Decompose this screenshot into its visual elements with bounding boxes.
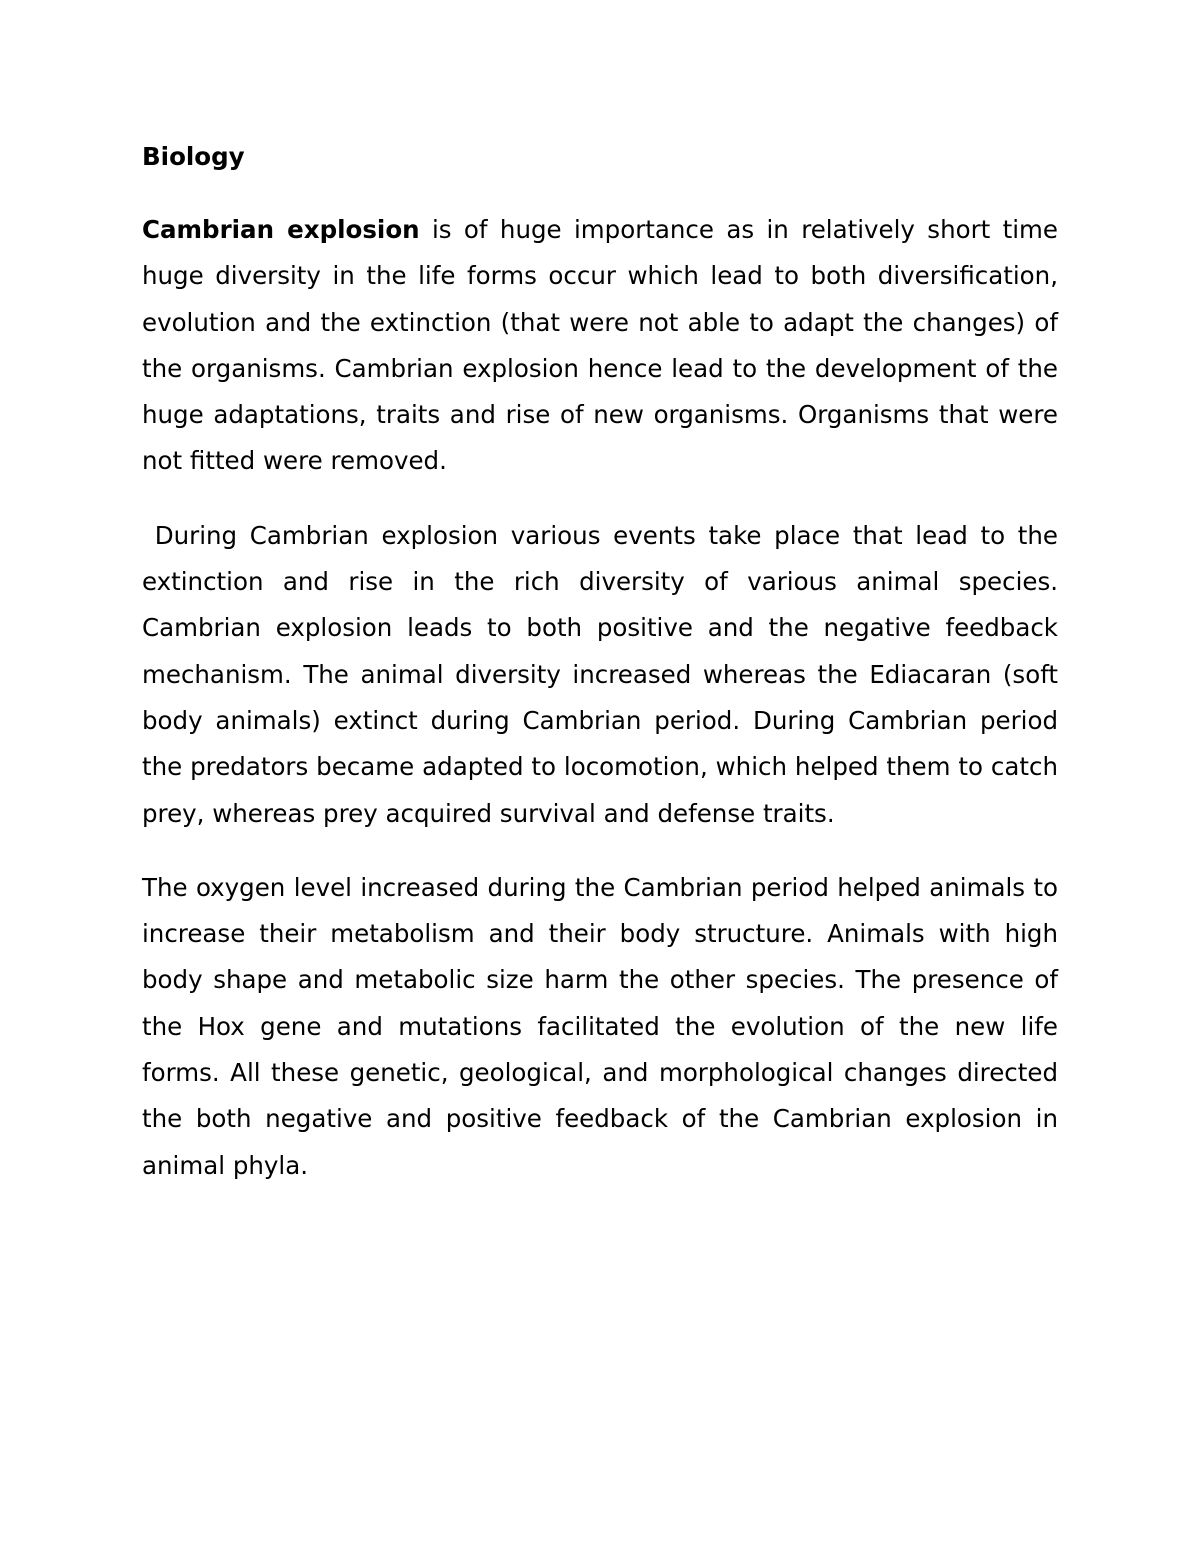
paragraph-1-text: is of huge importance as in relatively short time huge diversity in the life forms occur which lead to both diversification, evolution and the extinction (that were not able to adapt the changes) of the organisms. Cambrian explosion hence lead to the development of the huge adaptations, traits and rise of new organisms. Organisms that were not fitted were removed.: [142, 215, 1058, 476]
document-body: [142, 134, 1058, 1189]
paragraph-1: [142, 207, 1058, 485]
document-title: Biology: [142, 142, 245, 171]
paragraph-3: The oxygen level increased during the Cambrian period helped animals to increase their metabolism and their body structure. Animals with high body shape and metabolic size harm the other species. The presence of the Hox gene and mutations facilitated the evolution of the new life forms. All these genetic, geological, and morphological changes directed the both negative and positive feedback of the Cambrian explosion in animal phyla.: [142, 872, 1058, 1180]
paragraph-2: During Cambrian explosion various events take place that lead to the extinction and rise in the rich diversity of various animal species. Cambrian explosion leads to both positive and the negative feedback mechanism. The animal diversity increased whereas the Ediacaran (soft body animals) extinct during Cambrian period. During Cambrian period the predators became adapted to locomotion, which helped them to catch prey, whereas prey acquired survival and defense traits.: [142, 520, 1058, 828]
paragraph-1-lead: Cambrian explosion: [142, 215, 420, 244]
